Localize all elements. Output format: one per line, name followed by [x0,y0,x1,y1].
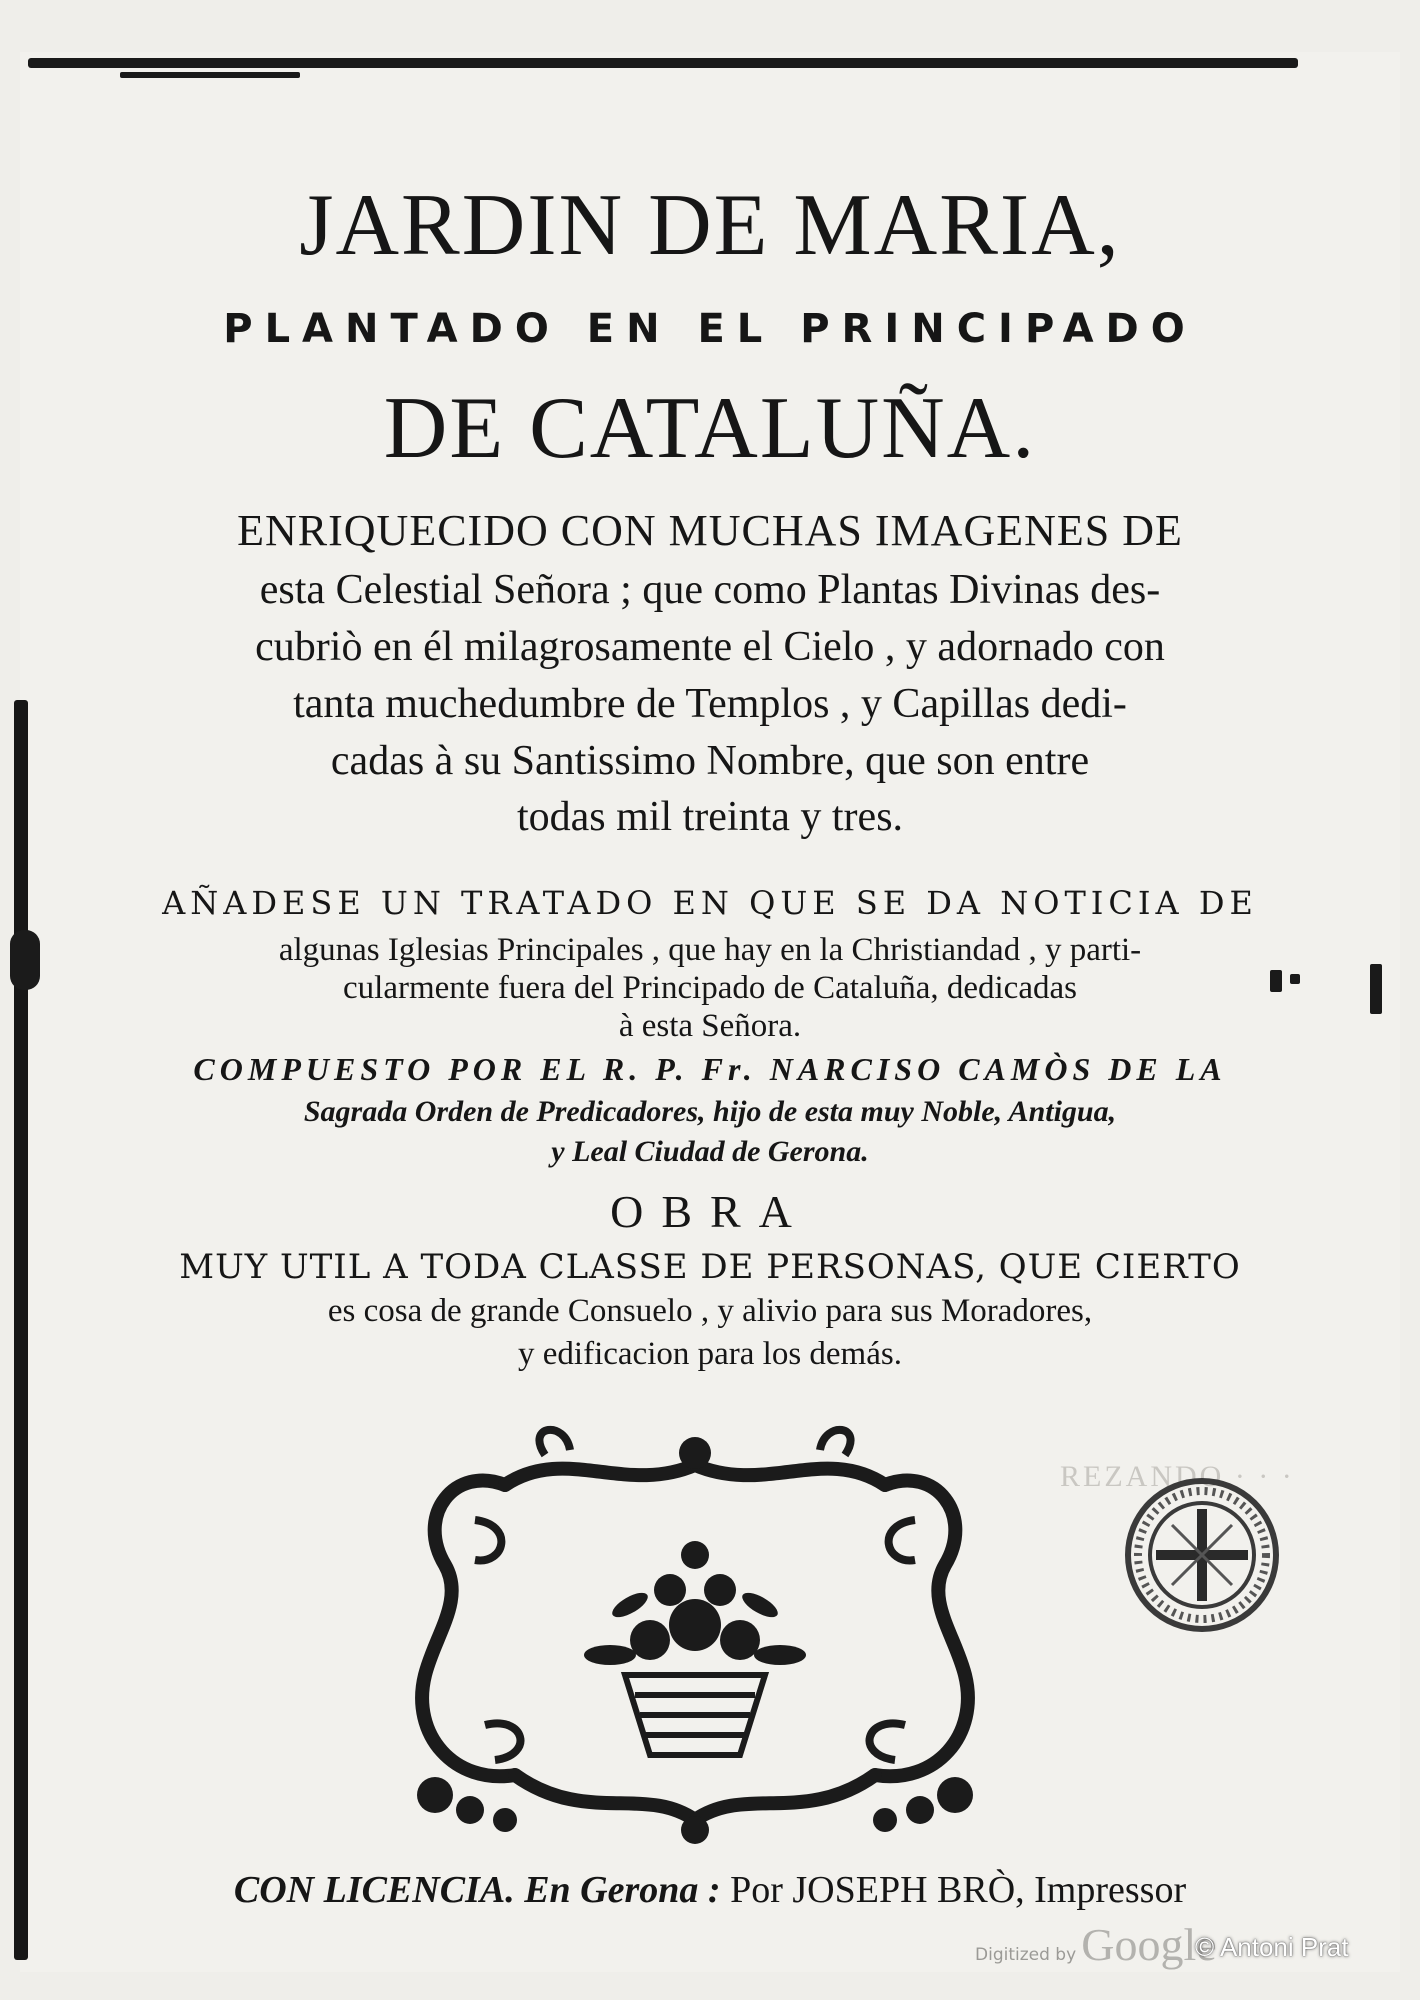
title-line-3: DE CATALUÑA. [383,380,1037,477]
description-line: todas mil treinta y tres. [516,794,904,840]
description-line: ENRIQUECIDO CON MUCHAS IMAGENES DE [237,506,1183,555]
digitized-prefix: Digitized by [975,1945,1077,1965]
addendum-line: cularmente fuera del Principado de Cataluña, dedicadas [343,970,1077,1006]
author-line: y Leal Ciudad de Gerona. [551,1135,869,1168]
work-line: MUY UTIL A TODA CLASSE DE PERSONAS, QUE CIERTO [179,1247,1241,1287]
floral-cartouche-ornament [395,1425,995,1845]
description-line: cadas à su Santissimo Nombre, que son entre [330,738,1090,784]
photo-credit: © Antoni Prat [1195,1932,1349,1962]
scan-border-fragment [120,72,300,78]
work-line: es cosa de grande Consuelo , y alivio para sus Moradores, [327,1293,1093,1329]
library-stamp [1122,1475,1282,1635]
bleed-through-text: REZANDO · · · [1060,1460,1295,1493]
scan-border-top [28,58,1298,68]
description-line: esta Celestial Señora ; que como Plantas Divinas des- [259,567,1161,613]
license-label: CON LICENCIA. [233,1869,515,1911]
description-line: tanta muchedumbre de Templos , y Capillas dedi- [293,681,1127,727]
description-line: cubriò en él milagrosamente el Cielo , y adornado con [255,624,1165,670]
imprint-printer: Por JOSEPH BRÒ, Impressor [730,1869,1187,1911]
work-line: y edificacion para los demás. [518,1336,902,1372]
addendum-line: à esta Señora. [618,1008,802,1044]
obra-heading: OBRA [610,1186,810,1237]
google-logo-text: Google [1081,1919,1217,1970]
author-line: Sagrada Orden de Predicadores, hijo de esta muy Noble, Antigua, [303,1095,1117,1128]
digitized-watermark [975,1918,1217,1971]
imprint-place: En Gerona : [524,1869,721,1911]
addendum-line: AÑADESE UN TRATADO EN QUE SE DA NOTICIA DE [162,884,1258,922]
title-line-1: JARDIN DE MARIA, [299,177,1121,274]
title-line-2: PLANTADO EN EL PRINCIPADO [223,306,1197,352]
imprint-line [0,1868,1420,1912]
addendum-line: algunas Iglesias Principales , que hay en la Christiandad , y parti- [278,932,1142,968]
author-line: COMPUESTO POR EL R. P. Fr. NARCISO CAMÒS DE LA [193,1051,1227,1087]
